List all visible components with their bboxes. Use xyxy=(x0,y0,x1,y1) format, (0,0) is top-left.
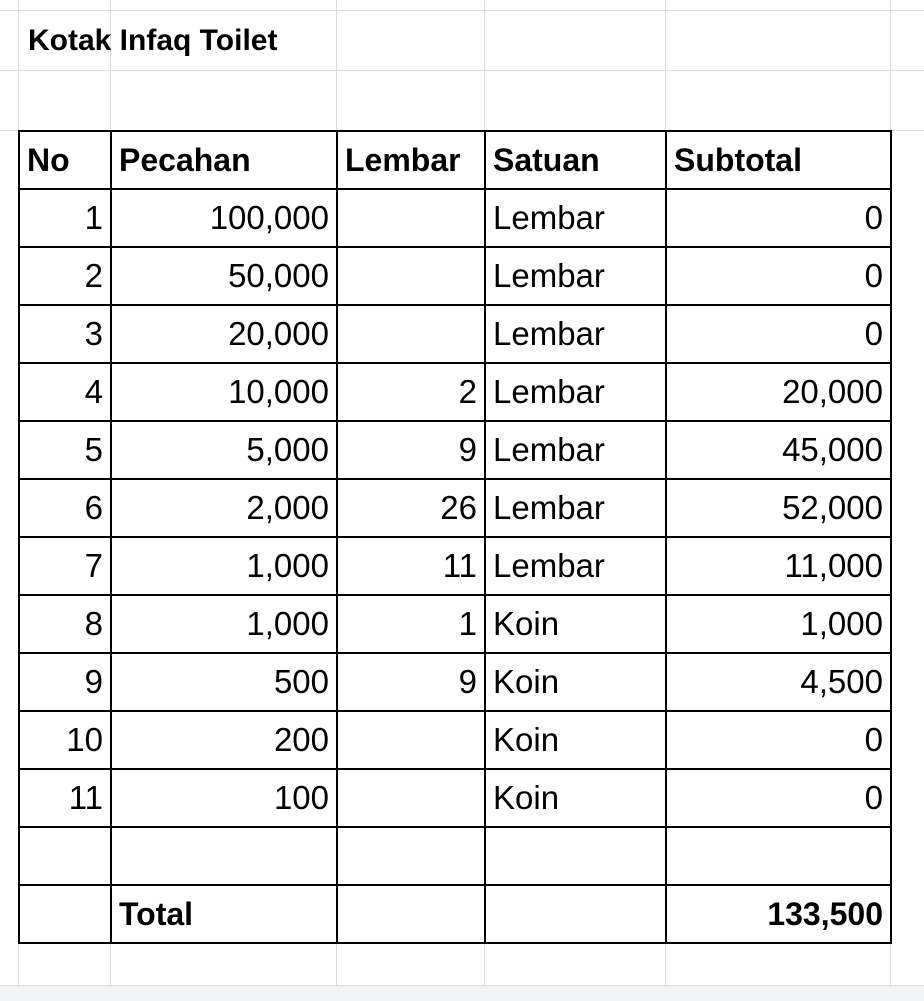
cell-subtotal[interactable]: 11,000 xyxy=(666,537,891,595)
cell-satuan[interactable]: Koin xyxy=(485,711,666,769)
cell-lembar[interactable] xyxy=(337,711,485,769)
cell-no[interactable]: 10 xyxy=(19,711,111,769)
cell-satuan[interactable]: Lembar xyxy=(485,537,666,595)
cell-no[interactable]: 11 xyxy=(19,769,111,827)
cell-pecahan[interactable]: 200 xyxy=(111,711,337,769)
cell-no[interactable]: 9 xyxy=(19,653,111,711)
cell-lembar[interactable]: 9 xyxy=(337,421,485,479)
table-row xyxy=(19,711,891,769)
table-row xyxy=(19,537,891,595)
cell-no[interactable]: 4 xyxy=(19,363,111,421)
empty-cell[interactable] xyxy=(19,885,111,943)
empty-cell[interactable] xyxy=(337,827,485,885)
cell-subtotal[interactable]: 1,000 xyxy=(666,595,891,653)
table-row xyxy=(19,305,891,363)
cell-subtotal[interactable]: 20,000 xyxy=(666,363,891,421)
cell-pecahan[interactable]: 5,000 xyxy=(111,421,337,479)
total-label[interactable]: Total xyxy=(111,885,337,943)
infaq-table xyxy=(18,130,892,944)
cell-satuan[interactable]: Lembar xyxy=(485,479,666,537)
table-row xyxy=(19,653,891,711)
cell-satuan[interactable]: Lembar xyxy=(485,363,666,421)
cell-subtotal[interactable]: 0 xyxy=(666,769,891,827)
cell-pecahan[interactable]: 100,000 xyxy=(111,189,337,247)
cell-pecahan[interactable]: 20,000 xyxy=(111,305,337,363)
empty-cell[interactable] xyxy=(19,827,111,885)
table-row xyxy=(19,479,891,537)
cell-satuan[interactable]: Koin xyxy=(485,653,666,711)
cell-no[interactable]: 6 xyxy=(19,479,111,537)
cell-lembar[interactable]: 11 xyxy=(337,537,485,595)
table-row xyxy=(19,595,891,653)
table-row xyxy=(19,363,891,421)
table-row xyxy=(19,189,891,247)
cell-no[interactable]: 5 xyxy=(19,421,111,479)
cell-lembar[interactable]: 26 xyxy=(337,479,485,537)
cell-pecahan[interactable]: 1,000 xyxy=(111,537,337,595)
cell-satuan[interactable]: Lembar xyxy=(485,189,666,247)
table-row xyxy=(19,247,891,305)
cell-no[interactable]: 7 xyxy=(19,537,111,595)
cell-lembar[interactable] xyxy=(337,189,485,247)
empty-cell[interactable] xyxy=(485,827,666,885)
cell-satuan[interactable]: Koin xyxy=(485,595,666,653)
cell-satuan[interactable]: Lembar xyxy=(485,421,666,479)
cell-pecahan[interactable]: 1,000 xyxy=(111,595,337,653)
cell-subtotal[interactable]: 0 xyxy=(666,247,891,305)
empty-cell[interactable] xyxy=(485,885,666,943)
empty-row xyxy=(19,827,891,885)
empty-cell[interactable] xyxy=(337,885,485,943)
cell-lembar[interactable] xyxy=(337,247,485,305)
cell-satuan[interactable]: Koin xyxy=(485,769,666,827)
table-row xyxy=(19,769,891,827)
gridline xyxy=(0,10,924,11)
cell-pecahan[interactable]: 10,000 xyxy=(111,363,337,421)
cell-lembar[interactable] xyxy=(337,769,485,827)
header-cell-satuan[interactable]: Satuan xyxy=(485,131,666,189)
cell-subtotal[interactable]: 45,000 xyxy=(666,421,891,479)
cell-pecahan[interactable]: 50,000 xyxy=(111,247,337,305)
header-cell-subtotal[interactable]: Subtotal xyxy=(666,131,891,189)
cell-lembar[interactable] xyxy=(337,305,485,363)
cell-pecahan[interactable]: 100 xyxy=(111,769,337,827)
sheet-title[interactable]: Kotak Infaq Toilet xyxy=(28,24,278,57)
cell-subtotal[interactable]: 0 xyxy=(666,189,891,247)
header-row xyxy=(19,131,891,189)
cell-pecahan[interactable]: 500 xyxy=(111,653,337,711)
cell-lembar[interactable]: 1 xyxy=(337,595,485,653)
header-cell-no[interactable]: No xyxy=(19,131,111,189)
empty-cell[interactable] xyxy=(111,827,337,885)
cell-subtotal[interactable]: 0 xyxy=(666,711,891,769)
cell-subtotal[interactable]: 4,500 xyxy=(666,653,891,711)
cell-subtotal[interactable]: 52,000 xyxy=(666,479,891,537)
cell-lembar[interactable]: 9 xyxy=(337,653,485,711)
empty-cell[interactable] xyxy=(666,827,891,885)
sheet-bottom-bar xyxy=(0,985,924,1001)
gridline xyxy=(0,70,924,71)
header-cell-lembar[interactable]: Lembar xyxy=(337,131,485,189)
total-row xyxy=(19,885,891,943)
cell-no[interactable]: 2 xyxy=(19,247,111,305)
total-value[interactable]: 133,500 xyxy=(666,885,891,943)
cell-no[interactable]: 3 xyxy=(19,305,111,363)
cell-no[interactable]: 1 xyxy=(19,189,111,247)
cell-lembar[interactable]: 2 xyxy=(337,363,485,421)
cell-subtotal[interactable]: 0 xyxy=(666,305,891,363)
cell-satuan[interactable]: Lembar xyxy=(485,305,666,363)
cell-satuan[interactable]: Lembar xyxy=(485,247,666,305)
cell-no[interactable]: 8 xyxy=(19,595,111,653)
header-cell-pecahan[interactable]: Pecahan xyxy=(111,131,337,189)
table-row xyxy=(19,421,891,479)
cell-pecahan[interactable]: 2,000 xyxy=(111,479,337,537)
